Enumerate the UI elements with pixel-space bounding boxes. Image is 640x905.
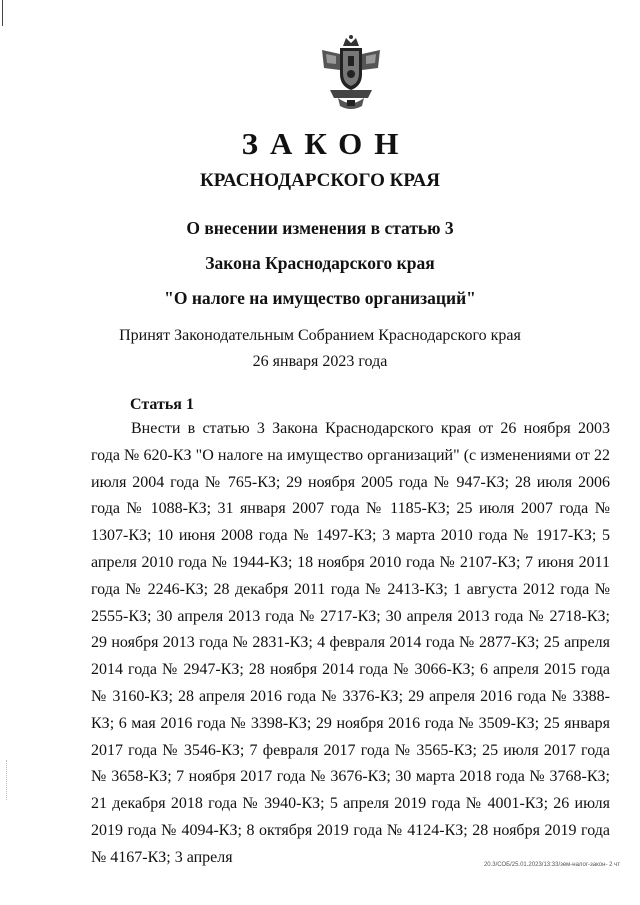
subject-line-1: О внесении изменения в статью 3 <box>186 218 454 238</box>
article-body: Внести в статью 3 Закона Краснодарского края от 26 ноября 2003 года № 620-КЗ "О налоге на имущество организаций" (с изменениями от 22 июля 2004 года № 765-КЗ; 29 ноября 2005 года № 947-КЗ; 28 июля 2006 года № 1088-КЗ; 31 января 2007 года № 1185-КЗ; 25 июля 2007 года № 1307-КЗ; 10 июня 2008 года № 1497-КЗ; 3 марта 2010 года № 1917-КЗ; 5 апреля 2010 года № 1944-КЗ; 18 ноября 2010 года № 2107-КЗ; 7 июня 2011 года № 2246-КЗ; 28 декабря 2011 года № 2413-КЗ; 1 августа 2012 года № 2555-КЗ; 30 апреля 2013 года № 2717-КЗ; 30 апреля 2013 года № 2718-КЗ; 29 ноября 2013 года № 2831-КЗ; 4 февраля 2014 года № 2877-КЗ; 25 апреля 2014 года № 2947-КЗ; 28 ноября 2014 года № 3066-КЗ; 6 апреля 2015 года № 3160-КЗ; 28 апреля 2016 года № 3376-КЗ; 29 апреля 2016 года № 3388-КЗ; 6 мая 2016 года № 3398-КЗ; 29 ноября 2016 года № 3509-КЗ; 25 января 2017 года № 3546-КЗ; 7 февраля 2017 года № 3565-КЗ; 25 июля 2017 года № 3658-КЗ; 7 ноября 2017 года № 3676-КЗ; 30 марта 2018 года № 3768-КЗ; 21 декабря 2018 года № 3940-КЗ; 5 апреля 2019 года № 4001-КЗ; 26 июля 2019 года № 4094-КЗ; 8 октября 2019 года № 4124-КЗ; 28 ноября 2019 года № 4167-КЗ; 3 апреля <box>91 420 610 866</box>
coat-of-arms-icon <box>318 34 384 114</box>
document-type-title: ЗАКОН <box>241 126 411 161</box>
subject-line-2: Закона Краснодарского края <box>205 253 435 273</box>
region-title: КРАСНОДАРСКОГО КРАЯ <box>199 170 441 191</box>
subject-line-3: "О налоге на имущество организаций" <box>164 288 476 308</box>
footer-reference: 20.3/СОБ/25.01.2023/13:33/зем-налог-закон- 2 чт <box>483 862 620 868</box>
margin-rule <box>2 0 3 26</box>
margin-mark <box>6 760 8 800</box>
adoption-statement: Принят Законодательным Собранием Краснодарского края <box>119 327 521 344</box>
article-title: Статья 1 <box>130 396 194 413</box>
adoption-date: 26 января 2023 года <box>252 353 388 370</box>
